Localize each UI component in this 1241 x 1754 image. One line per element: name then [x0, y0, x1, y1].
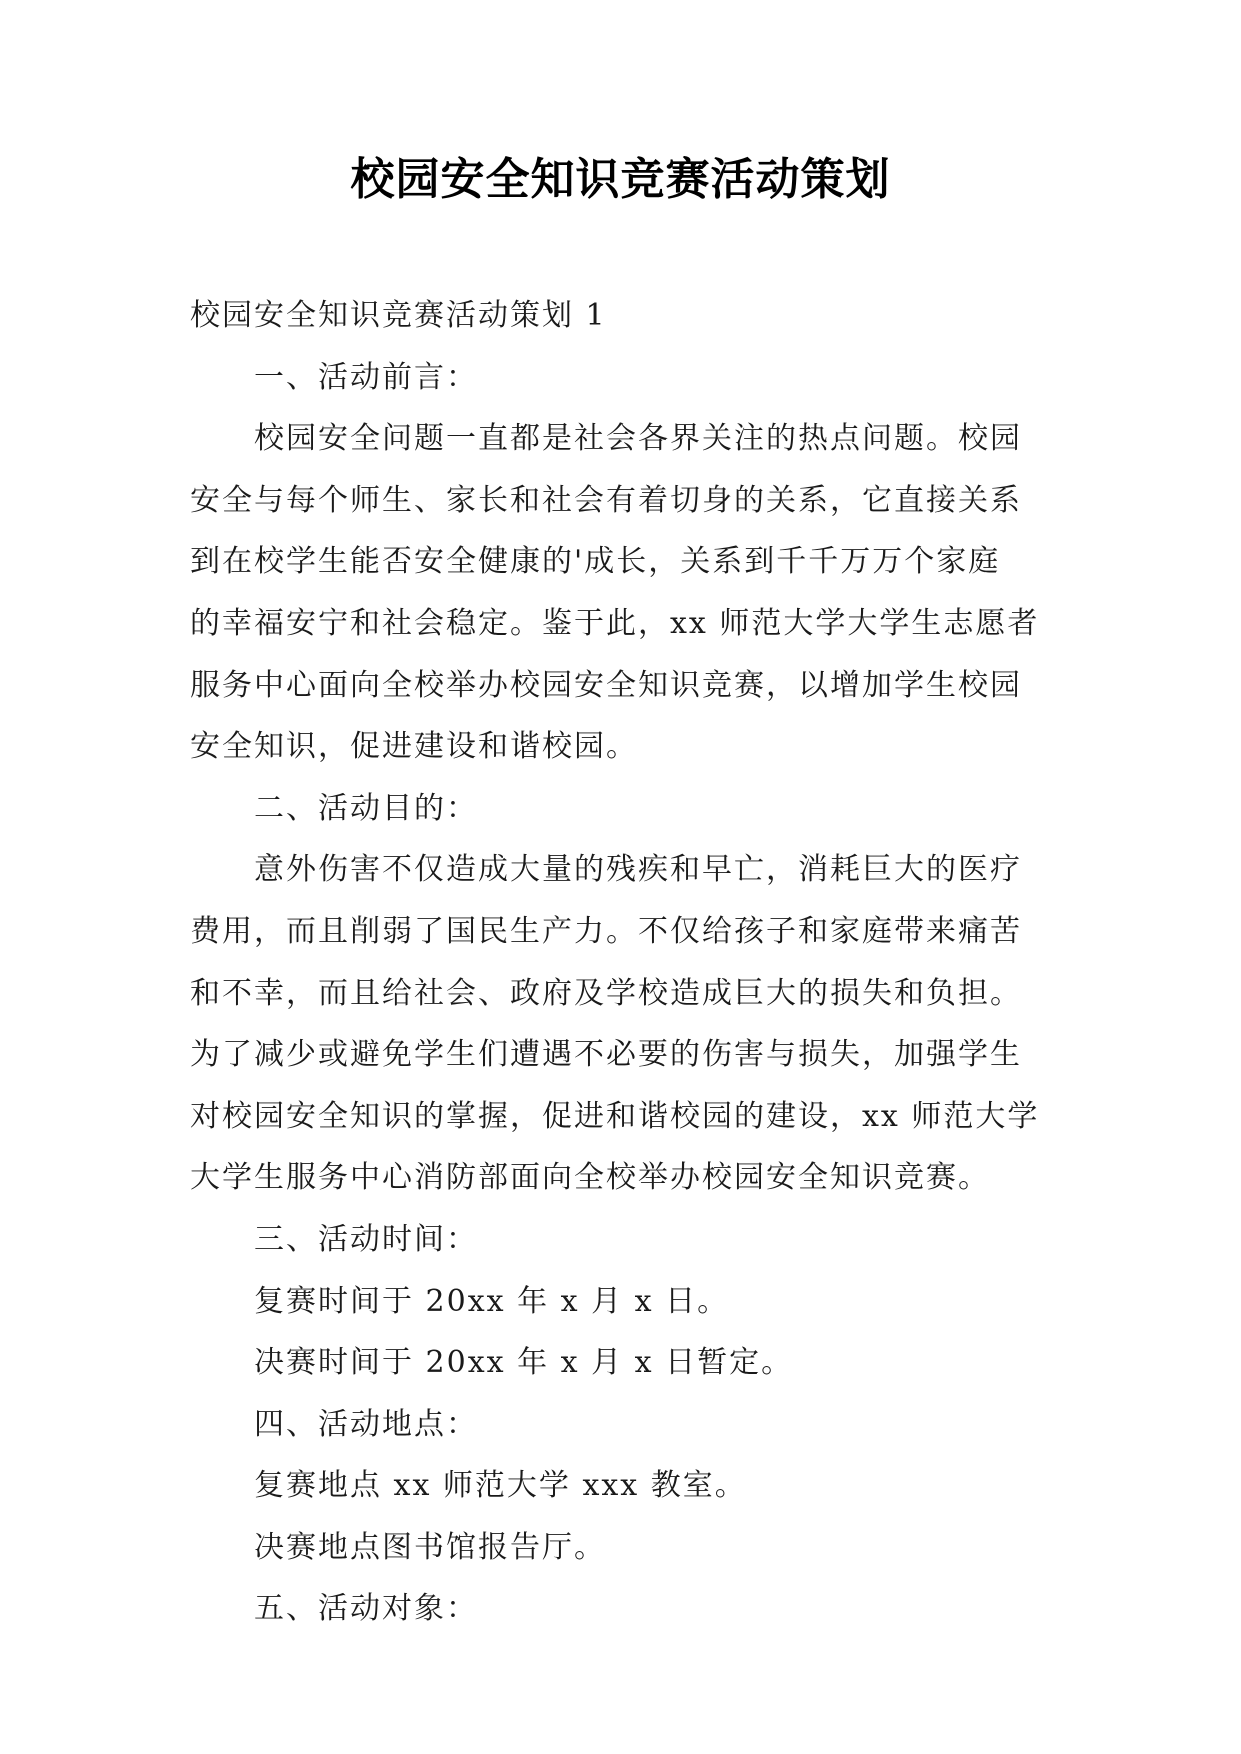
body-line: 大学生服务中心消防部面向全校举办校园安全知识竞赛。 [190, 1160, 990, 1196]
body-line: 到在校学生能否安全健康的'成长，关系到千千万万个家庭 [190, 544, 1001, 580]
body-line: 意外伤害不仅造成大量的残疾和早亡，消耗巨大的医疗 [254, 852, 1022, 888]
body-line: 校园安全问题一直都是社会各界关注的热点问题。校园 [254, 421, 1022, 457]
body-line: 和不幸，而且给社会、政府及学校造成巨大的损失和负担。 [190, 975, 1022, 1011]
body-line: 一、活动前言： [254, 359, 478, 395]
body-line: 对校园安全知识的掌握，促进和谐校园的建设，xx 师范大学 [190, 1098, 1040, 1134]
body-line: 五、活动对象： [254, 1591, 478, 1627]
body-line: 二、活动目的： [254, 790, 478, 826]
body-line: 的幸福安宁和社会稳定。鉴于此，xx 师范大学大学生志愿者 [190, 605, 1040, 641]
body-line: 安全与每个师生、家长和社会有着切身的关系，它直接关系 [190, 482, 1022, 518]
body-line: 为了减少或避免学生们遭遇不必要的伤害与损失，加强学生 [190, 1037, 1022, 1073]
body-line: 费用，而且削弱了国民生产力。不仅给孩子和家庭带来痛苦 [190, 913, 1022, 949]
body-line: 校园安全知识竞赛活动策划 1 [190, 298, 607, 333]
document-body [190, 285, 1050, 1640]
body-line: 复赛时间于 20xx 年 x 月 x 日。 [254, 1283, 730, 1319]
body-line: 决赛地点图书馆报告厅。 [254, 1529, 606, 1565]
body-line: 安全知识，促进建设和谐校园。 [190, 729, 638, 765]
body-line: 决赛时间于 20xx 年 x 月 x 日暂定。 [254, 1345, 794, 1381]
body-line: 三、活动时间： [254, 1221, 478, 1257]
body-line: 复赛地点 xx 师范大学 xxx 教室。 [254, 1468, 747, 1504]
document-title: 校园安全知识竞赛活动策划 [350, 154, 891, 205]
body-line: 服务中心面向全校举办校园安全知识竞赛，以增加学生校园 [190, 667, 1022, 703]
body-line: 四、活动地点： [254, 1406, 478, 1442]
